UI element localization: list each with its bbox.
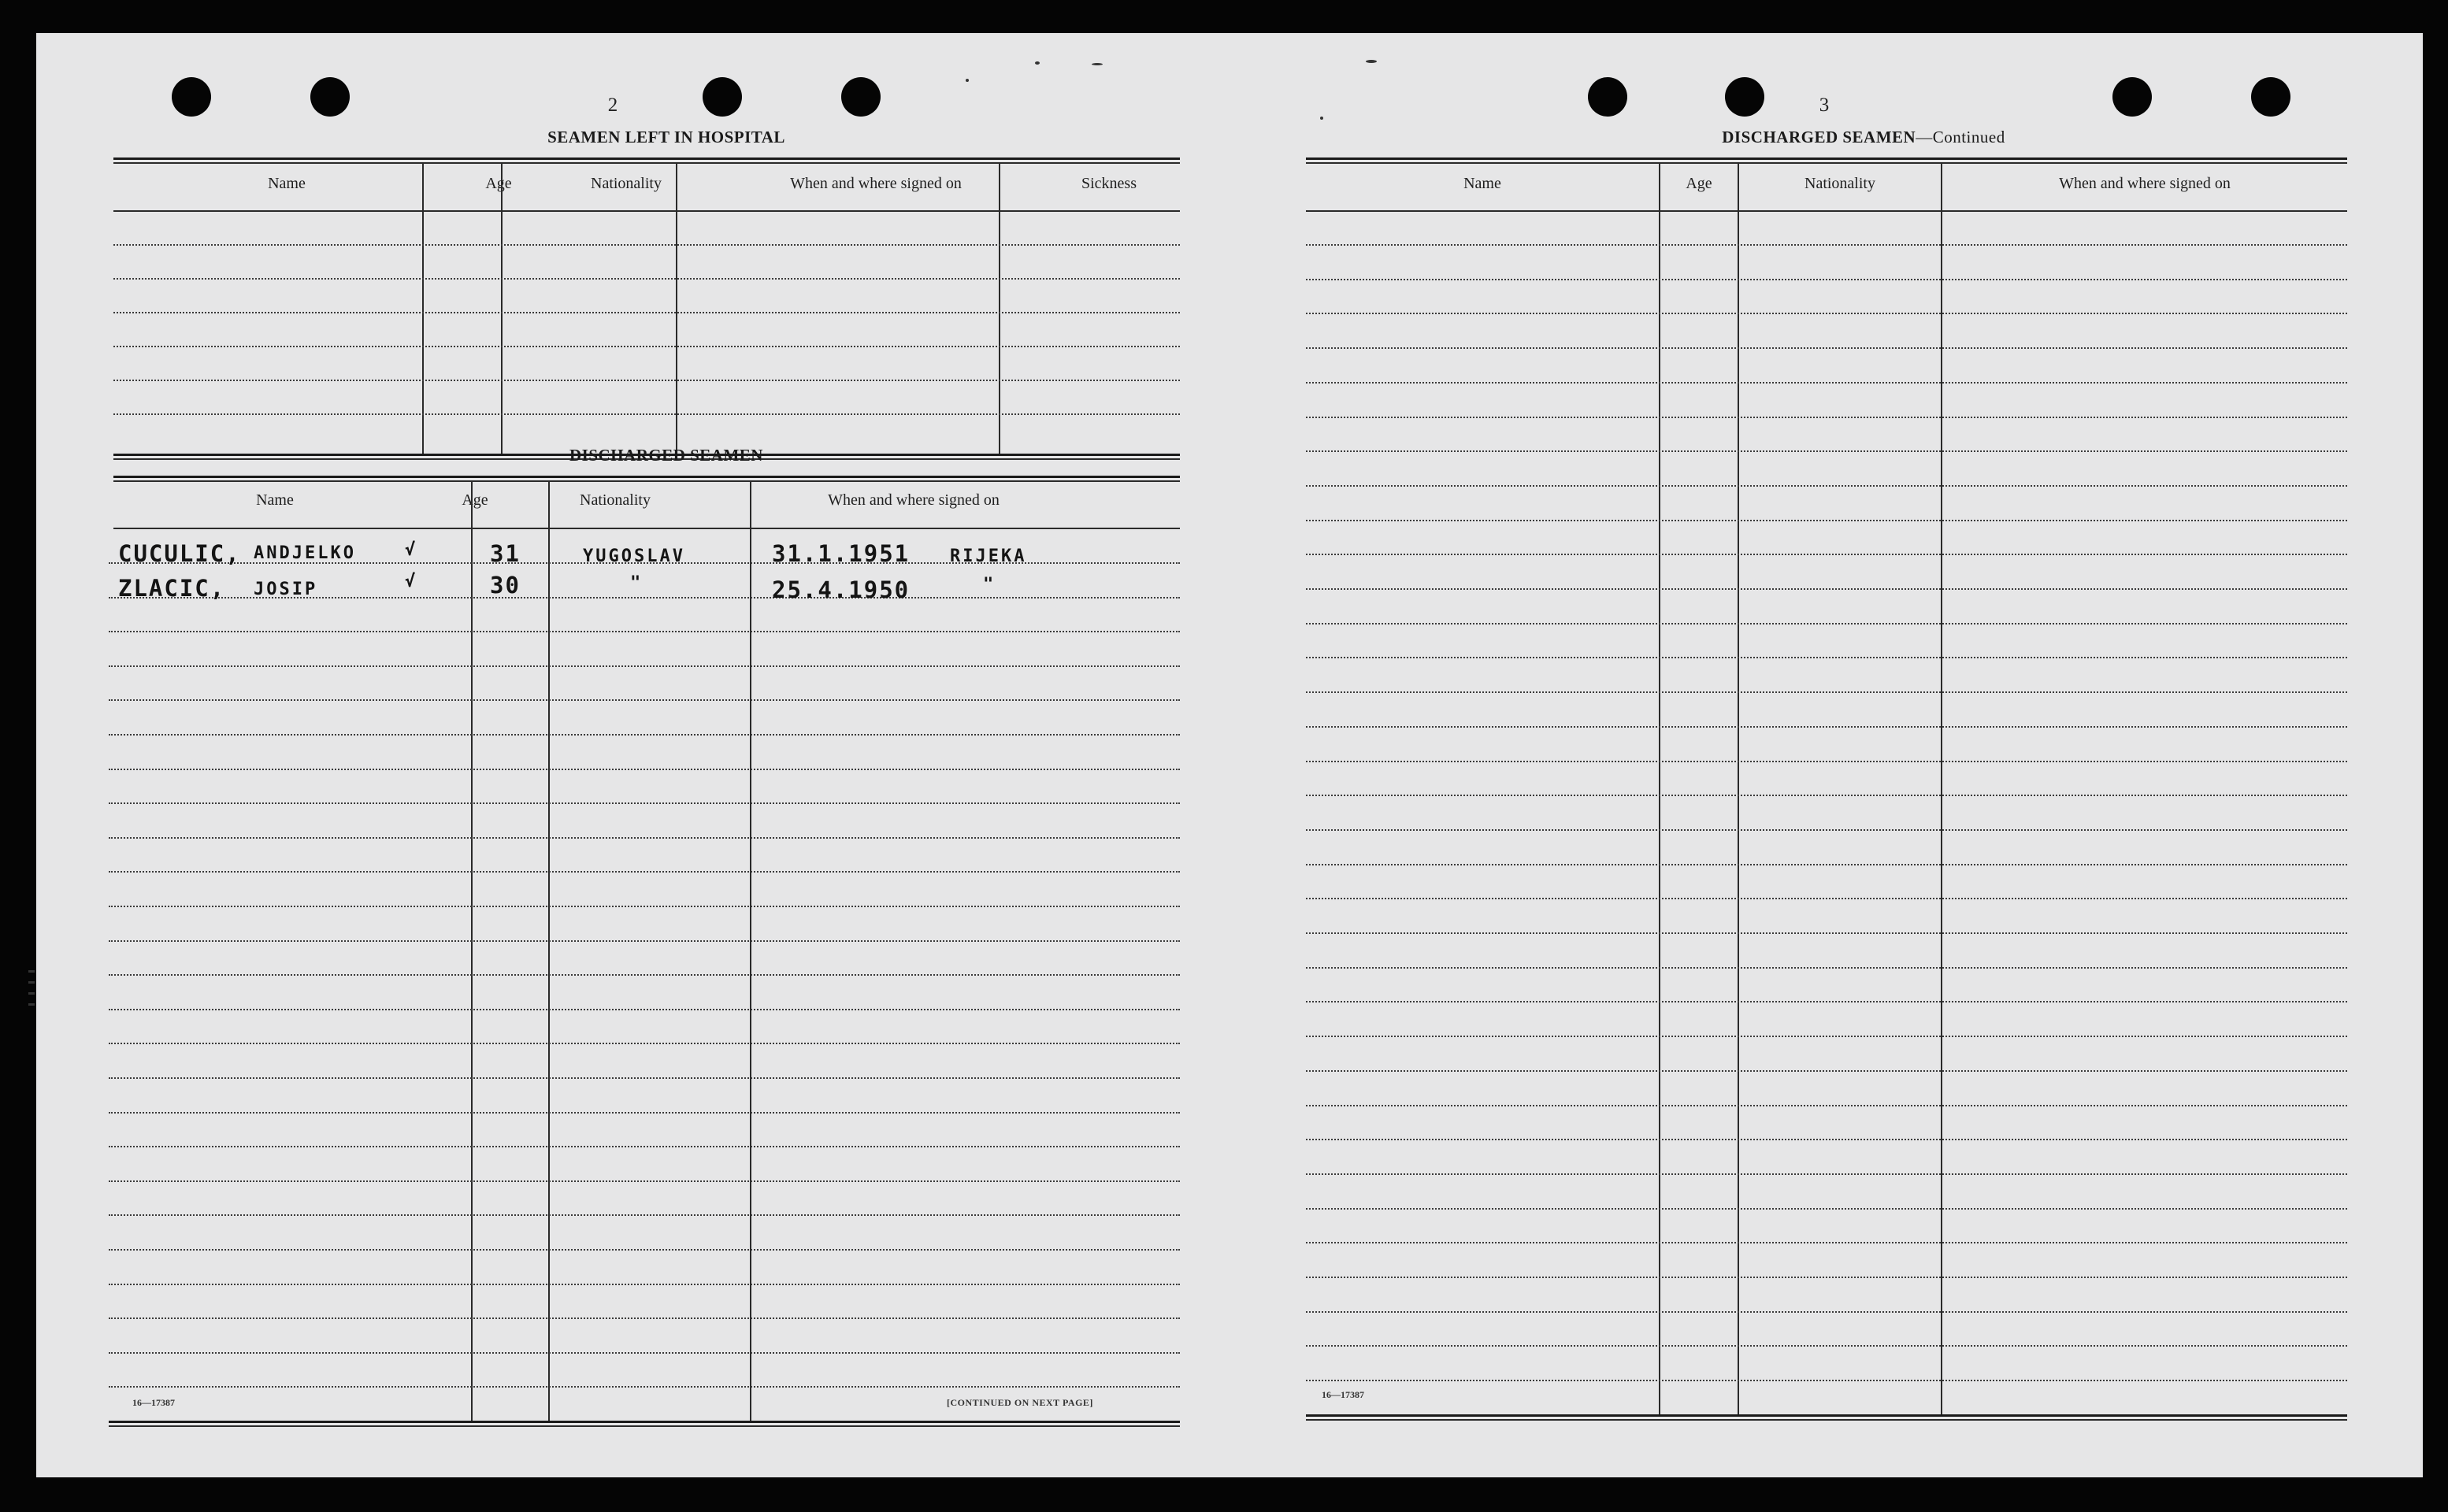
rule (113, 210, 1180, 212)
left-page (36, 33, 1230, 1477)
form-code: 16—17387 (1322, 1389, 1364, 1400)
column-header-sickness: Sickness (1081, 175, 1137, 192)
punch-hole (1588, 77, 1627, 117)
scan-speck (1092, 63, 1103, 65)
scan-speck (1366, 60, 1377, 63)
column-divider (548, 480, 550, 1421)
scan-speck (966, 79, 969, 82)
column-header-signed-on: When and where signed on (790, 175, 962, 192)
row-rule (1306, 1242, 2347, 1243)
row-rule (1306, 1036, 2347, 1037)
row-rule (109, 631, 1180, 632)
punch-hole (2112, 77, 2152, 117)
row-rule (113, 380, 1180, 381)
row-rule (1306, 657, 2347, 658)
row-rule (1306, 1311, 2347, 1313)
column-divider (1659, 162, 1660, 1414)
row-rule (113, 244, 1180, 246)
scan-speck (28, 992, 35, 995)
row-rule (113, 413, 1180, 415)
row-rule (109, 1284, 1180, 1285)
rule (113, 528, 1180, 529)
row-rule (109, 802, 1180, 804)
section-title-main: DISCHARGED SEAMEN (1722, 128, 1916, 146)
page-number: 3 (1819, 94, 1830, 116)
row-rule (109, 1249, 1180, 1251)
column-divider (676, 162, 677, 454)
seaman-given-name: ANDJELKO (254, 543, 356, 563)
rule (113, 162, 1180, 164)
rule (113, 476, 1180, 478)
signed-on-date: 25.4.1950 (772, 576, 911, 603)
row-rule (109, 1112, 1180, 1114)
row-rule (109, 769, 1180, 770)
continued-note: [CONTINUED ON NEXT PAGE] (947, 1397, 1093, 1408)
row-rule (1306, 417, 2347, 418)
row-rule (1306, 761, 2347, 762)
row-rule (1306, 382, 2347, 384)
column-divider (1738, 162, 1739, 1414)
row-rule (109, 1317, 1180, 1319)
row-rule (1306, 898, 2347, 899)
section-title-hospital: SEAMEN LEFT IN HOSPITAL (547, 128, 785, 146)
seaman-age: 31 (490, 540, 521, 567)
rule (1306, 162, 2347, 164)
row-rule (113, 278, 1180, 280)
check-mark: √ (405, 572, 418, 591)
row-rule (1306, 1277, 2347, 1278)
row-rule (109, 1352, 1180, 1354)
rule (1306, 1414, 2347, 1417)
row-rule (1306, 1173, 2347, 1175)
rule (1306, 158, 2347, 160)
column-header-nationality: Nationality (580, 491, 651, 509)
column-header-name: Name (1463, 175, 1501, 192)
row-rule (1306, 864, 2347, 865)
column-header-name: Name (256, 491, 294, 509)
row-rule (1306, 1139, 2347, 1140)
row-rule (1306, 279, 2347, 280)
punch-hole (2251, 77, 2290, 117)
row-rule (109, 1386, 1180, 1388)
row-rule (1306, 1208, 2347, 1210)
scan-speck (1035, 61, 1040, 65)
rule (109, 1421, 1180, 1423)
column-header-nationality: Nationality (1804, 175, 1875, 192)
row-rule (109, 1009, 1180, 1010)
column-header-signed-on: When and where signed on (828, 491, 1000, 509)
row-rule (1306, 795, 2347, 796)
row-rule (1306, 520, 2347, 521)
column-divider (471, 480, 473, 1421)
seaman-surname: CUCULIC, (118, 540, 241, 567)
row-rule (113, 346, 1180, 347)
row-rule (109, 1180, 1180, 1182)
column-divider (501, 162, 503, 454)
seaman-age: 30 (490, 572, 521, 598)
column-header-age: Age (1686, 175, 1712, 192)
section-title-discharged-continued (1470, 128, 2257, 147)
row-rule (1306, 485, 2347, 487)
scan-speck (28, 981, 35, 984)
punch-hole (172, 77, 211, 117)
row-rule (109, 1214, 1180, 1216)
scan-speck (28, 1003, 35, 1006)
row-rule (109, 906, 1180, 907)
column-header-signed-on: When and where signed on (2059, 175, 2231, 192)
column-divider (422, 162, 424, 454)
seaman-surname: ZLACIC, (118, 575, 226, 602)
row-rule (1306, 244, 2347, 246)
column-divider (1941, 162, 1942, 1414)
row-rule (109, 1043, 1180, 1044)
row-rule (1306, 932, 2347, 934)
row-rule (1306, 554, 2347, 555)
punch-hole (1725, 77, 1764, 117)
row-rule (113, 312, 1180, 313)
rule (109, 1425, 1180, 1427)
row-rule (1306, 1001, 2347, 1002)
seaman-nationality: " (630, 573, 644, 593)
row-rule (1306, 1345, 2347, 1347)
punch-hole (841, 77, 881, 117)
section-title-discharged: DISCHARGED SEAMEN (569, 446, 763, 465)
row-rule (1306, 967, 2347, 969)
row-rule (109, 837, 1180, 839)
scan-speck (28, 970, 35, 973)
row-rule (1306, 726, 2347, 728)
row-rule (1306, 588, 2347, 590)
signed-on-place: RIJEKA (950, 547, 1027, 566)
row-rule (1306, 1380, 2347, 1381)
page-number: 2 (607, 94, 618, 116)
row-rule (109, 940, 1180, 942)
punch-hole (310, 77, 350, 117)
row-rule (1306, 450, 2347, 452)
rule (113, 158, 1180, 160)
row-rule (1306, 1105, 2347, 1106)
row-rule (1306, 347, 2347, 349)
row-rule (109, 974, 1180, 976)
scan-speck (1320, 117, 1323, 120)
row-rule (109, 871, 1180, 873)
column-divider (999, 162, 1000, 454)
row-rule (1306, 829, 2347, 831)
seaman-nationality: YUGOSLAV (583, 547, 685, 566)
column-header-nationality: Nationality (591, 175, 662, 192)
signed-on-date: 31.1.1951 (772, 540, 911, 567)
signed-on-place: " (983, 575, 996, 595)
rule (1306, 210, 2347, 212)
row-rule (109, 734, 1180, 736)
row-rule (109, 1146, 1180, 1147)
row-rule (109, 699, 1180, 701)
column-header-name: Name (268, 175, 306, 192)
form-code: 16—17387 (132, 1397, 175, 1408)
punch-hole (703, 77, 742, 117)
row-rule (1306, 691, 2347, 693)
rule (1306, 1419, 2347, 1421)
column-header-age: Age (485, 175, 512, 192)
row-rule (1306, 1070, 2347, 1072)
row-rule (109, 1077, 1180, 1079)
check-mark: √ (405, 540, 418, 560)
column-header-age: Age (462, 491, 488, 509)
row-rule (1306, 623, 2347, 624)
right-page (1230, 33, 2423, 1477)
section-title-continued: —Continued (1916, 128, 2005, 146)
seaman-given-name: JOSIP (254, 580, 318, 599)
column-divider (750, 480, 751, 1421)
row-rule (109, 665, 1180, 667)
rule (113, 480, 1180, 482)
row-rule (1306, 313, 2347, 314)
